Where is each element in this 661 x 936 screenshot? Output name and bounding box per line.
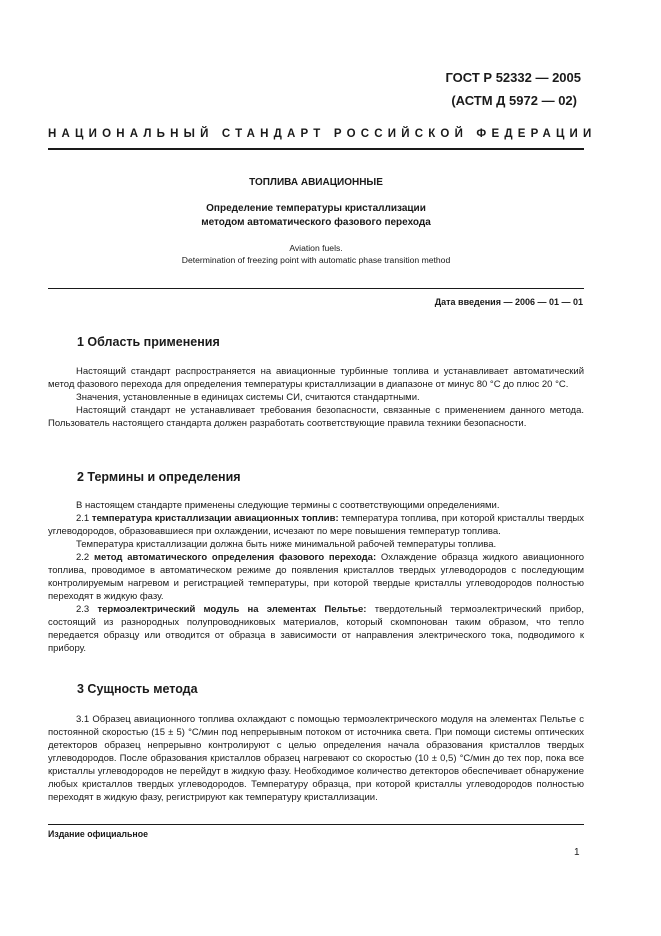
section-1-heading: 1 Область применения [77, 335, 220, 349]
section-2-body [48, 499, 584, 655]
term-definition [48, 551, 584, 603]
term-text: твердотельный термоэлектрический прибор, состоящий из разнородных полупроводниковых материалов, который скомпонован таким образом, что тепло передается образцу или отводится от образца в зависимости от направления электрического тока, подводимого к прибору. [48, 604, 584, 654]
paragraph: Температура кристаллизации должна быть ниже минимальной рабочей температуры топлива. [76, 539, 497, 550]
english-title-line-1: Aviation fuels. [289, 243, 343, 253]
national-standard-banner: НАЦИОНАЛЬНЫЙ СТАНДАРТ РОССИЙСКОЙ ФЕДЕРАЦИИ [48, 128, 597, 140]
paragraph: 3.1 Образец авиационного топлива охлаждают с помощью термоэлектрического модуля на элементах Пельтье с постоянной скоростью (15 ± 5) °С/мин под непрерывным потоком от источника света. При помощи системы оптических детекторов образец непрерывно контролируют с целью определения начала образования кристаллов твердых углеводородов. После образования кристаллов образец нагревают со скоростью (10 ± 0,5) °С/мин до тех пор, пока все кристаллы углеводородов не перейдут в жидкую фазу. Необходимое количество детекторов обеспечивает обнаружение любых кристаллов твердых углеводородов. Температуру образца, при которой кристаллы углеводородов полностью переходят в жидкую фазу, регистрируют как температуру кристаллизации. [48, 714, 584, 803]
term-name: термоэлектрический модуль на элементах Пельтье: [97, 604, 367, 615]
paragraph: Настоящий стандарт распространяется на авиационные турбинные топлива и устанавливает автоматический метод фазового перехода для определения температуры кристаллизации в диапазоне от минус 80 °С до плюс 20 °С. [48, 366, 584, 390]
english-title-line-2: Determination of freezing point with automatic phase transition method [181, 255, 451, 265]
term-number: 2.1 [76, 513, 92, 524]
astm-code: (АСТМ Д 5972 — 02) [451, 93, 577, 108]
section-3-body [48, 713, 584, 804]
paragraph: Настоящий стандарт не устанавливает требования безопасности, связанные с применением данного метода. Пользователь настоящего стандарта должен разработать соответствующие правила техники безопасности. [48, 405, 584, 429]
term-number: 2.3 [76, 604, 98, 615]
edition-label: Издание официальное [48, 829, 148, 839]
title-rule [48, 288, 584, 289]
subtitle-line-1: Определение температуры кристаллизации [206, 203, 426, 214]
paragraph: Значения, установленные в единицах системы СИ, считаются стандартными. [76, 392, 420, 403]
section-3-heading: 3 Сущность метода [77, 682, 198, 696]
term-name: температура кристаллизации авиационных топлив: [91, 513, 339, 524]
term-definition [48, 603, 584, 655]
term-text: температура топлива, при которой кристаллы твердых углеводородов, образовавшиеся при охлаждении, исчезают по мере повышения температур топлива. [48, 513, 584, 537]
header-rule [48, 148, 584, 150]
term-name: метод автоматического определения фазового перехода: [94, 552, 377, 563]
section-1-body [48, 365, 584, 430]
section-2-heading: 2 Термины и определения [77, 470, 241, 484]
term-text: Охлаждение образца жидкого авиационного топлива, проводимое в автоматическом режиме до появления кристаллов твердых углеводородов с последующим контролируемым нагревом и регистрацией температуры, при которой твердые кристаллы углеводородов полностью переходят в жидкую фазу. [48, 552, 585, 602]
subtitle-line-2: методом автоматического фазового перехода [201, 217, 431, 228]
document-title: ТОПЛИВА АВИАЦИОННЫЕ [249, 177, 383, 188]
introduction-date: Дата введения — 2006 — 01 — 01 [434, 297, 583, 307]
term-number: 2.2 [76, 552, 95, 563]
footer-rule [48, 824, 584, 825]
page-number: 1 [574, 847, 580, 858]
paragraph: В настоящем стандарте применены следующие термины с соответствующими определениями. [76, 500, 500, 511]
term-definition [48, 512, 584, 538]
standard-code: ГОСТ Р 52332 — 2005 [445, 70, 581, 85]
